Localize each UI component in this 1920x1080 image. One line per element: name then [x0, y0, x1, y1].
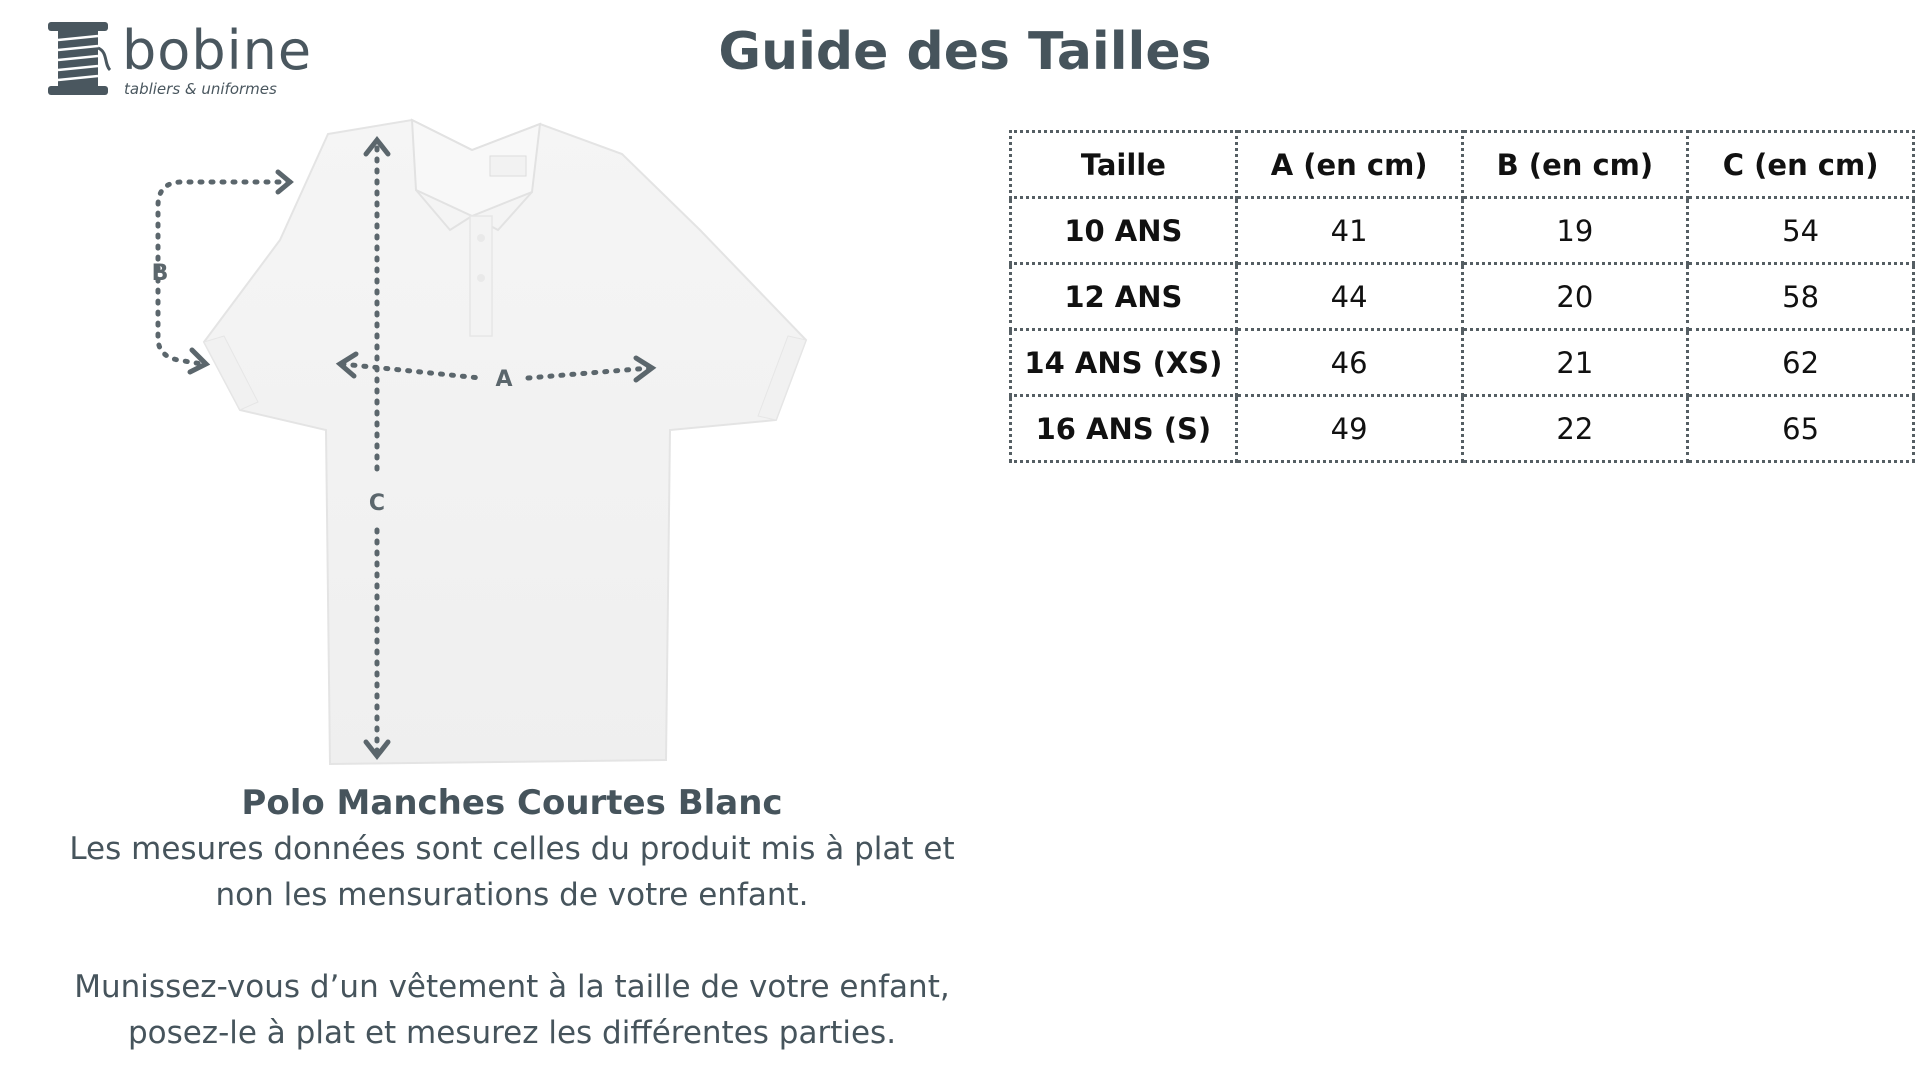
table-row	[1011, 264, 1914, 330]
cell-c: 65	[1688, 396, 1914, 462]
label-b: B	[151, 261, 169, 286]
cell-c: 54	[1688, 198, 1914, 264]
header-b: B (en cm)	[1462, 132, 1688, 198]
label-a: A	[495, 367, 513, 392]
table-row	[1011, 198, 1914, 264]
table-header-row	[1011, 132, 1914, 198]
label-c: C	[368, 491, 386, 516]
size-table	[1009, 130, 1915, 463]
cell-size: 16 ANS (S)	[1011, 396, 1237, 462]
cell-size: 14 ANS (XS)	[1011, 330, 1237, 396]
page-title: Guide des Tailles	[718, 22, 1212, 82]
measurement-note-line-1: Les mesures données sont celles du produit mis à plat et	[69, 831, 955, 867]
product-caption	[30, 780, 994, 1056]
spacer	[30, 918, 994, 964]
polo-measurement-diagram	[130, 110, 850, 780]
instruction-line-2: posez-le à plat et mesurez les différentes parties.	[127, 1015, 897, 1051]
header-c: C (en cm)	[1688, 132, 1914, 198]
logo-wordmark: bobine	[122, 19, 313, 82]
cell-size: 10 ANS	[1011, 198, 1237, 264]
cell-a: 44	[1236, 264, 1462, 330]
measurement-note-line-2: non les mensurations de votre enfant.	[215, 877, 809, 913]
table-row	[1011, 330, 1914, 396]
cell-b: 21	[1462, 330, 1688, 396]
cell-c: 62	[1688, 330, 1914, 396]
table-row	[1011, 396, 1914, 462]
polo-shirt-illustration	[204, 120, 806, 764]
brand-logo	[44, 18, 314, 102]
thread-spool-icon	[44, 18, 114, 102]
product-title: Polo Manches Courtes Blanc	[241, 783, 783, 823]
cell-b: 19	[1462, 198, 1688, 264]
header-size: Taille	[1011, 132, 1237, 198]
cell-a: 49	[1236, 396, 1462, 462]
cell-b: 22	[1462, 396, 1688, 462]
cell-size: 12 ANS	[1011, 264, 1237, 330]
instruction-line-1: Munissez-vous d’un vêtement à la taille de votre enfant,	[74, 969, 950, 1005]
header-a: A (en cm)	[1236, 132, 1462, 198]
logo-tagline: tabliers & uniformes	[124, 80, 277, 98]
cell-b: 20	[1462, 264, 1688, 330]
cell-a: 41	[1236, 198, 1462, 264]
cell-c: 58	[1688, 264, 1914, 330]
cell-a: 46	[1236, 330, 1462, 396]
